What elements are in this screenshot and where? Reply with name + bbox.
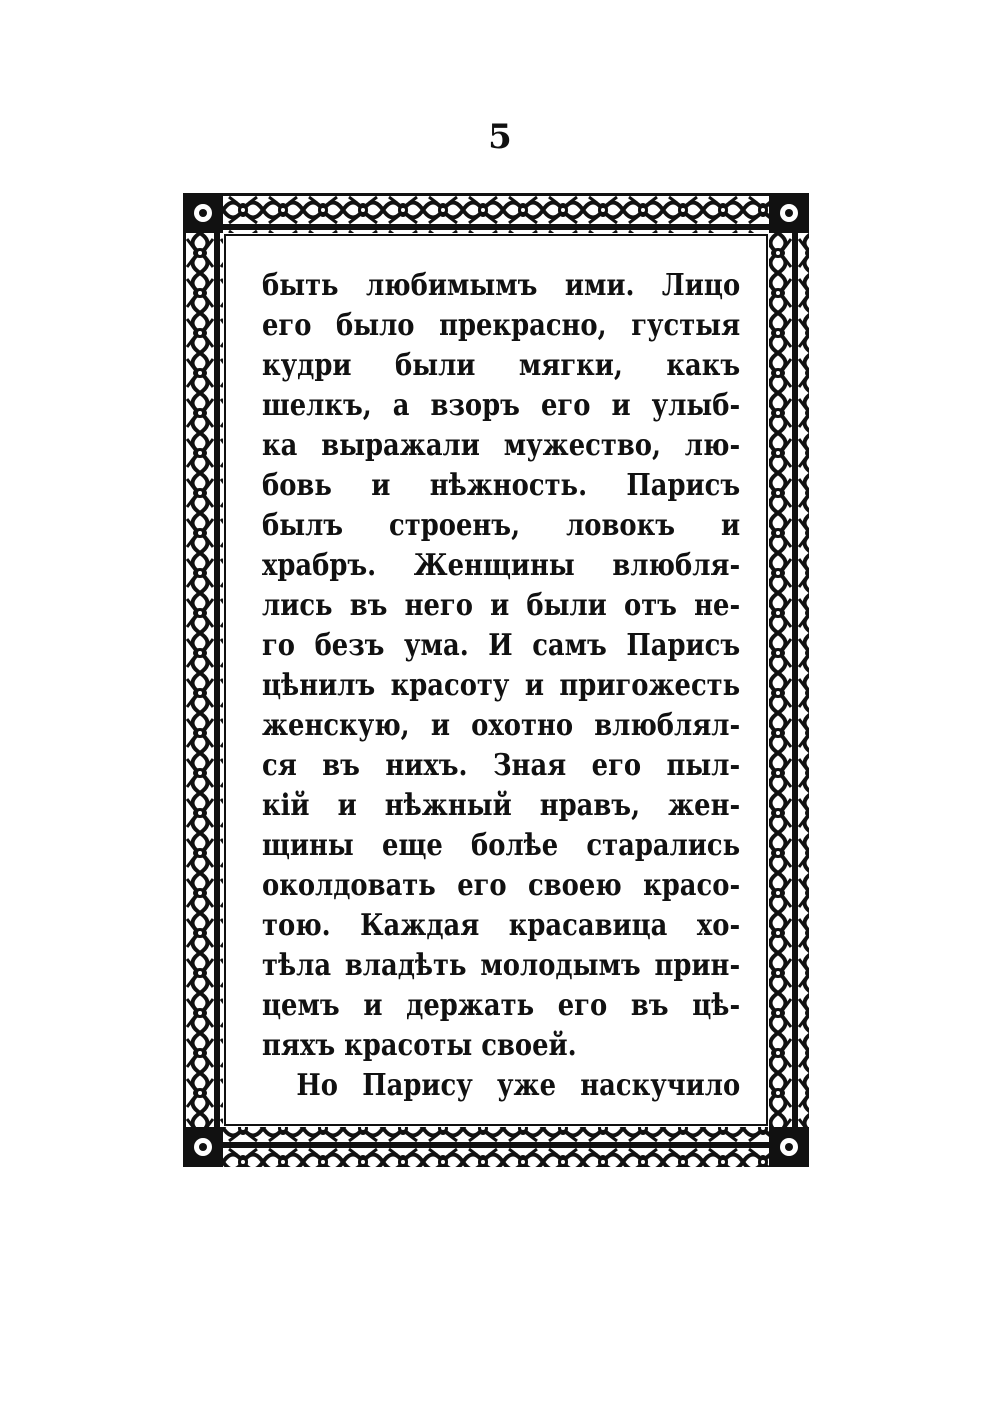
body-text [262, 266, 740, 1106]
text-line: храбръ. Женщины влюбля- [262, 548, 741, 583]
text-line: его было прекрасно, густыя [262, 308, 741, 343]
text-line: кій и нѣжный нравъ, жен- [262, 788, 741, 823]
text-line: ся въ нихъ. Зная его пыл- [262, 748, 741, 783]
text-line: околдовать его своею красо- [262, 868, 741, 903]
text-line: женскую, и охотно влюблял- [262, 708, 741, 743]
text-line: Но Парису уже наскучило [296, 1068, 741, 1103]
text-line: щины еще болѣе старались [262, 828, 741, 863]
text-line: ка выражали мужество, лю- [262, 428, 741, 463]
text-line: тою. Каждая красавица хо- [262, 908, 741, 943]
text-line: былъ строенъ, ловокъ и [262, 508, 741, 543]
text-line: лись въ него и были отъ не- [262, 588, 741, 623]
text-line: бовь и нѣжность. Парисъ [262, 468, 741, 503]
text-line: пяхъ красоты своей. [262, 1028, 577, 1063]
text-line: цемъ и держать его въ цѣ- [262, 988, 741, 1023]
text-line: кудри были мягки, какъ [262, 348, 741, 383]
text-line: шелкъ, а взоръ его и улыб- [262, 388, 741, 423]
text-line: тѣла владѣть молодымъ прин- [262, 948, 741, 983]
text-line: быть любимымъ ими. Лицо [262, 268, 741, 303]
text-line: го безъ ума. И самъ Парисъ [262, 628, 741, 663]
page-number: 5 [488, 117, 512, 157]
text-line: цѣнилъ красоту и пригожесть [262, 668, 741, 703]
